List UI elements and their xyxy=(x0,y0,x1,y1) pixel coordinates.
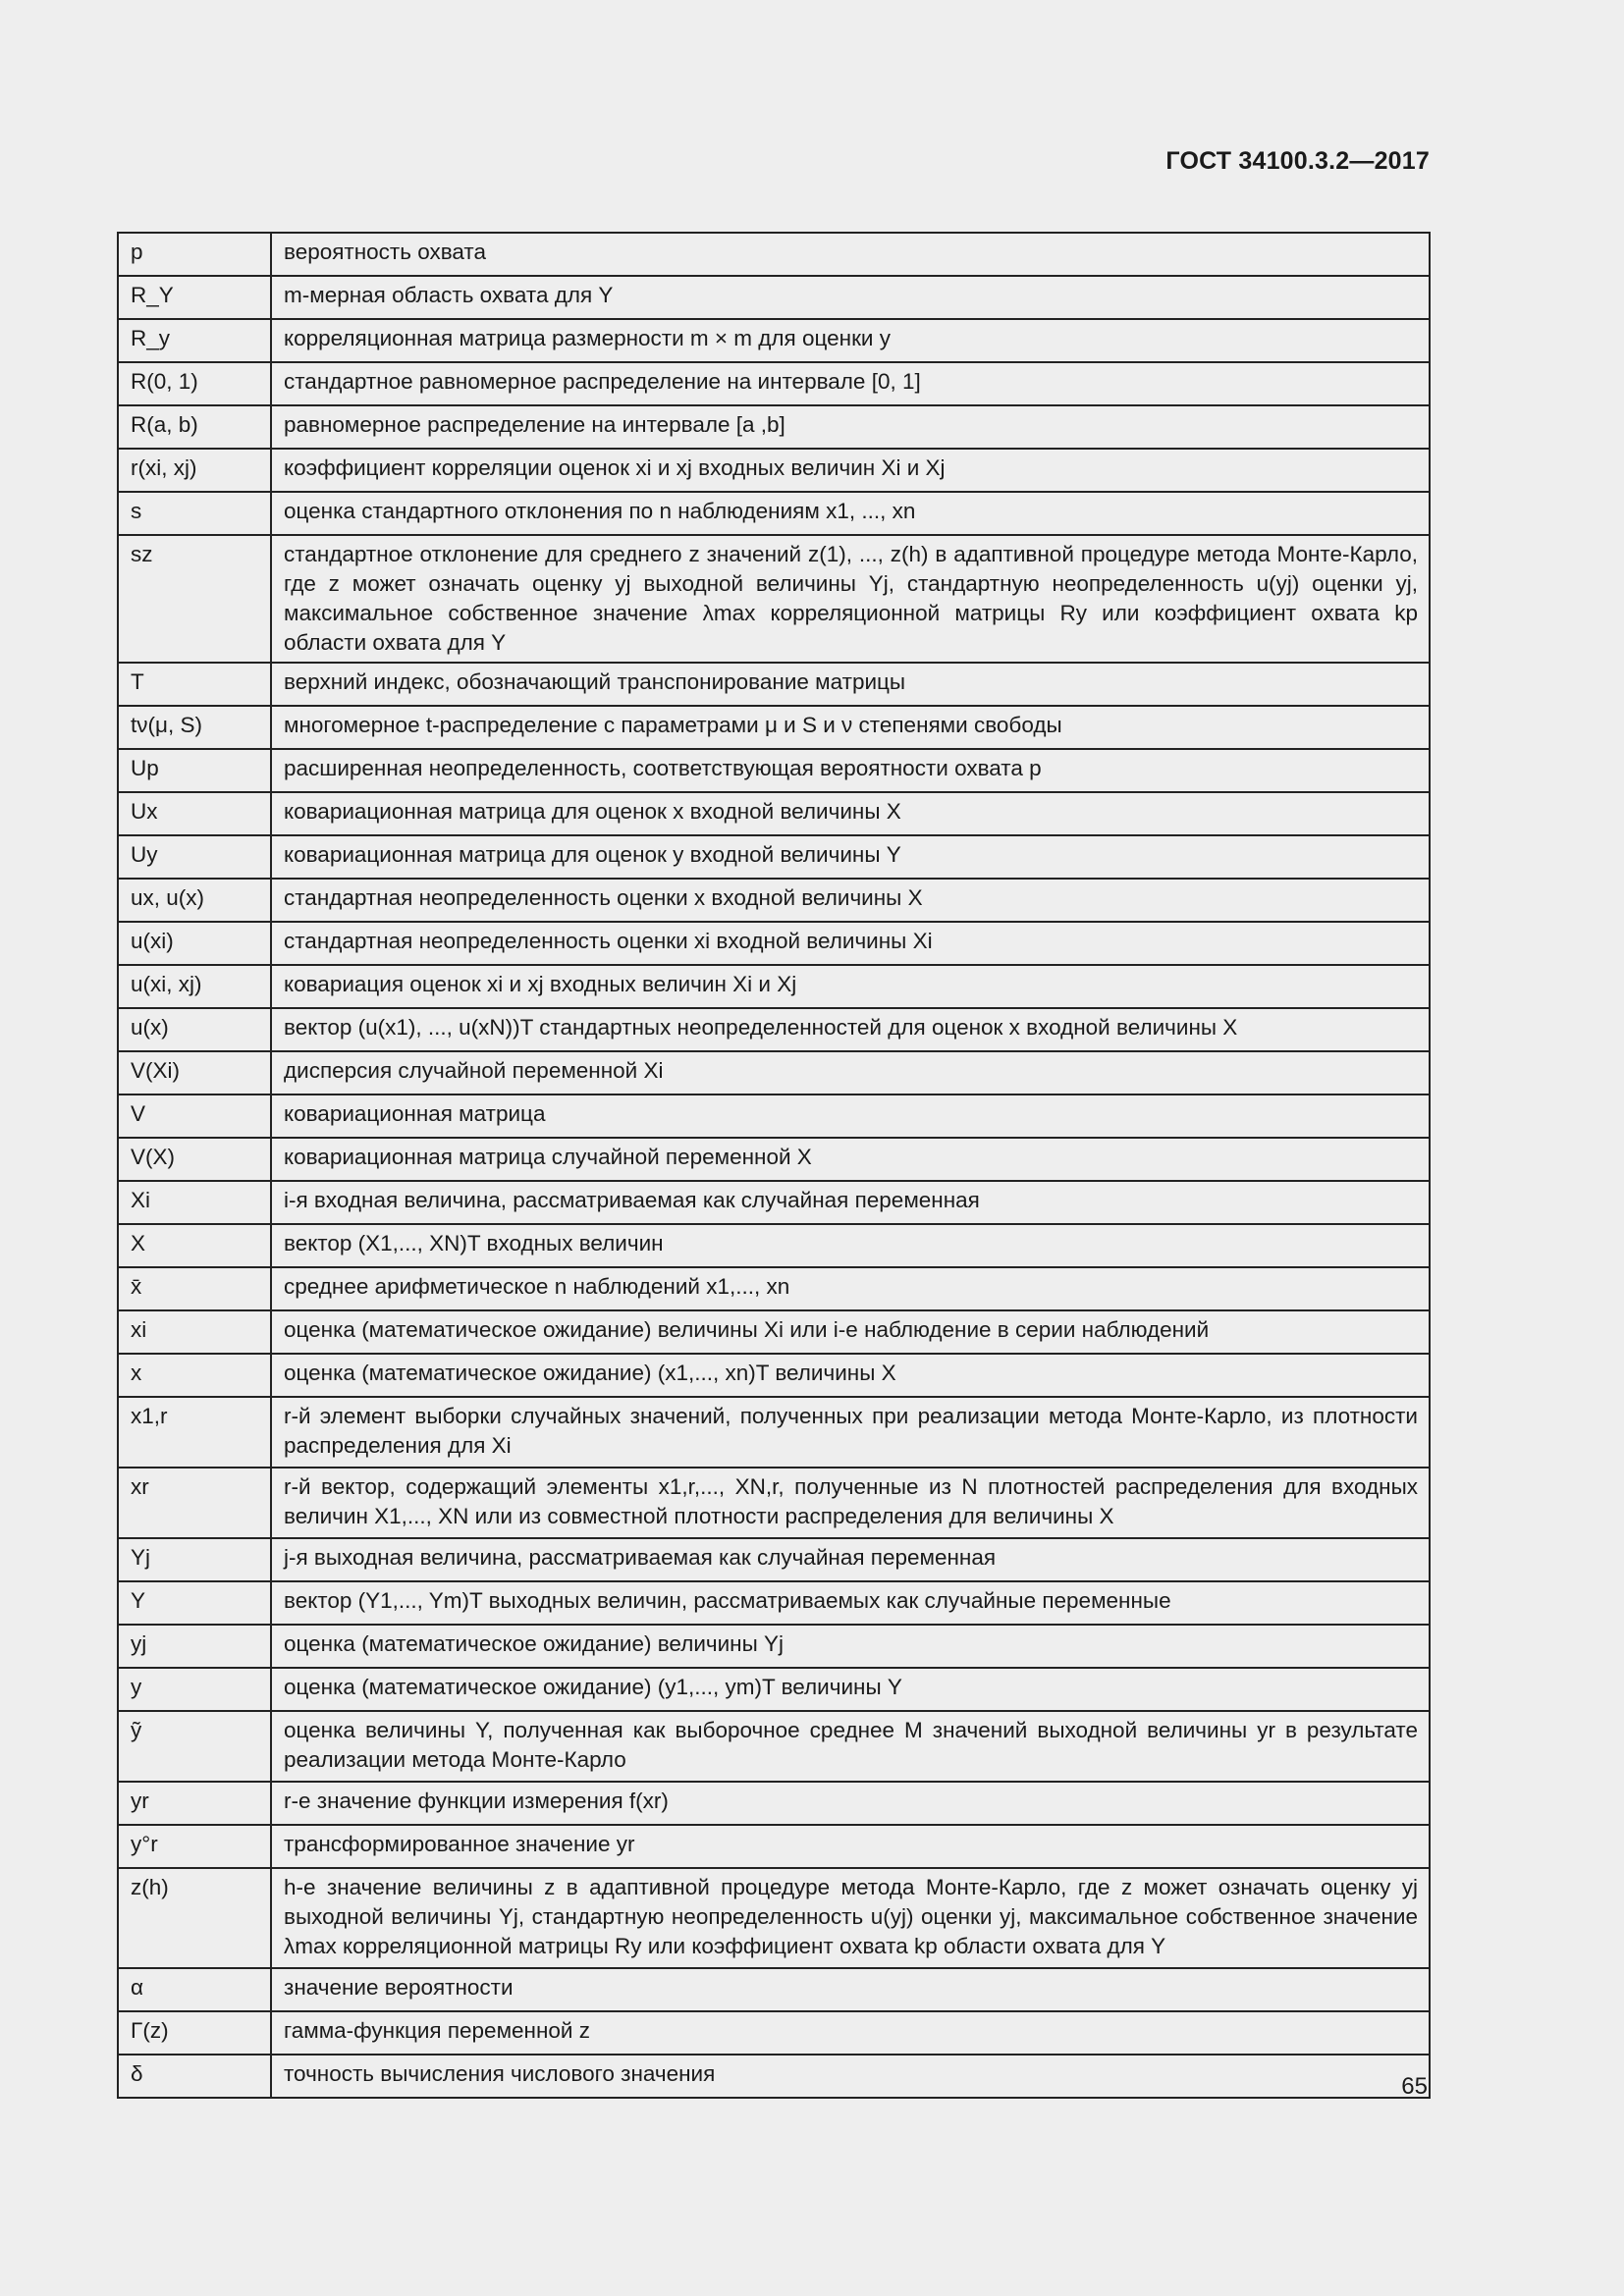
page-number: 65 xyxy=(1401,2073,1428,2100)
symbol-cell: s xyxy=(118,492,271,535)
symbol-cell: Γ(z) xyxy=(118,2011,271,2055)
table-row xyxy=(118,492,1430,535)
definition-cell: многомерное t-распределение с параметрами μ и S и ν степенями свободы xyxy=(271,706,1430,749)
symbol-cell: sz xyxy=(118,535,271,663)
symbol-cell: Uy xyxy=(118,835,271,879)
symbol-cell: V xyxy=(118,1095,271,1138)
table-row xyxy=(118,1008,1430,1051)
symbol-cell: Yj xyxy=(118,1538,271,1581)
symbol-cell: T xyxy=(118,663,271,706)
symbol-cell: yr xyxy=(118,1782,271,1825)
symbols-table xyxy=(117,232,1431,2099)
definition-cell: h-е значение величины z в адаптивной процедуре метода Монте-Карло, где z может означать оценку yj выходной величины Yj, стандартную неопределенность u(yj) оценки yj, максимальное собственное значение λmax корреляционной матрицы Ry или коэффициент охвата kp области охвата для Y xyxy=(271,1868,1430,1968)
definition-cell: i-я входная величина, рассматриваемая как случайная переменная xyxy=(271,1181,1430,1224)
symbol-cell: V(Xi) xyxy=(118,1051,271,1095)
table-row xyxy=(118,792,1430,835)
definition-cell: оценка (математическое ожидание) величины Xi или i-е наблюдение в серии наблюдений xyxy=(271,1310,1430,1354)
symbol-cell: δ xyxy=(118,2055,271,2098)
table-row xyxy=(118,1825,1430,1868)
definition-cell: гамма-функция переменной z xyxy=(271,2011,1430,2055)
symbol-cell: x1,r xyxy=(118,1397,271,1468)
definition-cell: вектор (Y1,..., Ym)T выходных величин, рассматриваемых как случайные переменные xyxy=(271,1581,1430,1625)
definition-cell: оценка стандартного отклонения по n наблюдениям x1, ..., xn xyxy=(271,492,1430,535)
symbol-cell: tν(μ, S) xyxy=(118,706,271,749)
definition-cell: оценка величины Y, полученная как выборочное среднее M значений выходной величины yr в результате реализации метода Монте-Карло xyxy=(271,1711,1430,1782)
symbol-cell: R(a, b) xyxy=(118,405,271,449)
symbol-cell: y°r xyxy=(118,1825,271,1868)
table-row xyxy=(118,749,1430,792)
table-row xyxy=(118,663,1430,706)
table-row xyxy=(118,1224,1430,1267)
definition-cell: ковариационная матрица для оценок y входной величины Y xyxy=(271,835,1430,879)
symbol-cell: yj xyxy=(118,1625,271,1668)
definition-cell: равномерное распределение на интервале [a ,b] xyxy=(271,405,1430,449)
table-row xyxy=(118,1782,1430,1825)
definition-cell: ковариация оценок xi и xj входных величин Xi и Xj xyxy=(271,965,1430,1008)
definition-cell: r-е значение функции измерения f(xr) xyxy=(271,1782,1430,1825)
table-row xyxy=(118,1354,1430,1397)
table-row xyxy=(118,879,1430,922)
table-row xyxy=(118,1668,1430,1711)
definition-cell: среднее арифметическое n наблюдений x1,..., xn xyxy=(271,1267,1430,1310)
symbol-cell: Ux xyxy=(118,792,271,835)
table-row xyxy=(118,1267,1430,1310)
definition-cell: стандартное равномерное распределение на интервале [0, 1] xyxy=(271,362,1430,405)
table-row xyxy=(118,1538,1430,1581)
table-row xyxy=(118,835,1430,879)
definition-cell: коэффициент корреляции оценок xi и xj входных величин Xi и Xj xyxy=(271,449,1430,492)
definition-cell: j-я выходная величина, рассматриваемая как случайная переменная xyxy=(271,1538,1430,1581)
table-row xyxy=(118,1138,1430,1181)
symbol-cell: Xi xyxy=(118,1181,271,1224)
table-row xyxy=(118,1968,1430,2011)
symbol-cell: R_Y xyxy=(118,276,271,319)
definition-cell: ковариационная матрица xyxy=(271,1095,1430,1138)
symbol-cell: ỹ xyxy=(118,1711,271,1782)
symbol-cell: u(xi) xyxy=(118,922,271,965)
table-row xyxy=(118,405,1430,449)
table-row xyxy=(118,1397,1430,1468)
table-row xyxy=(118,1051,1430,1095)
table-row xyxy=(118,1711,1430,1782)
symbol-cell: p xyxy=(118,233,271,276)
table-row xyxy=(118,1468,1430,1538)
definition-cell: оценка (математическое ожидание) величины Yj xyxy=(271,1625,1430,1668)
symbol-cell: xi xyxy=(118,1310,271,1354)
definition-cell: вероятность охвата xyxy=(271,233,1430,276)
table-row xyxy=(118,233,1430,276)
definition-cell: r-й вектор, содержащий элементы x1,r,..., XN,r, полученные из N плотностей распределения для входных величин X1,..., XN или из совместной плотности распределения для величины X xyxy=(271,1468,1430,1538)
definition-cell: корреляционная матрица размерности m × m для оценки y xyxy=(271,319,1430,362)
symbol-cell: ux, u(x) xyxy=(118,879,271,922)
table-row xyxy=(118,1095,1430,1138)
definition-cell: вектор (u(x1), ..., u(xN))T стандартных неопределенностей для оценок x входной величины X xyxy=(271,1008,1430,1051)
symbol-cell: R(0, 1) xyxy=(118,362,271,405)
symbol-cell: Up xyxy=(118,749,271,792)
table-row xyxy=(118,2055,1430,2098)
table-row xyxy=(118,922,1430,965)
symbol-cell: r(xi, xj) xyxy=(118,449,271,492)
definition-cell: трансформированное значение yr xyxy=(271,1825,1430,1868)
symbol-cell: α xyxy=(118,1968,271,2011)
table-row xyxy=(118,1625,1430,1668)
table-row xyxy=(118,1181,1430,1224)
symbol-cell: x xyxy=(118,1354,271,1397)
definition-cell: расширенная неопределенность, соответствующая вероятности охвата p xyxy=(271,749,1430,792)
symbol-cell: z(h) xyxy=(118,1868,271,1968)
standard-header: ГОСТ 34100.3.2—2017 xyxy=(1165,147,1430,175)
definition-cell: вектор (X1,..., XN)T входных величин xyxy=(271,1224,1430,1267)
table-row xyxy=(118,1868,1430,1968)
definition-cell: ковариационная матрица для оценок x входной величины X xyxy=(271,792,1430,835)
table-row xyxy=(118,362,1430,405)
definition-cell: верхний индекс, обозначающий транспонирование матрицы xyxy=(271,663,1430,706)
symbol-cell: u(x) xyxy=(118,1008,271,1051)
table-row xyxy=(118,1581,1430,1625)
symbol-cell: xr xyxy=(118,1468,271,1538)
table-row xyxy=(118,706,1430,749)
definition-cell: значение вероятности xyxy=(271,1968,1430,2011)
definition-cell: стандартная неопределенность оценки xi входной величины Xi xyxy=(271,922,1430,965)
definition-cell: r-й элемент выборки случайных значений, полученных при реализации метода Монте-Карло, из плотности распределения для Xi xyxy=(271,1397,1430,1468)
symbol-cell: y xyxy=(118,1668,271,1711)
symbol-cell: u(xi, xj) xyxy=(118,965,271,1008)
definition-cell: оценка (математическое ожидание) (x1,..., xn)T величины X xyxy=(271,1354,1430,1397)
definition-cell: ковариационная матрица случайной переменной X xyxy=(271,1138,1430,1181)
definition-cell: m-мерная область охвата для Y xyxy=(271,276,1430,319)
table-row xyxy=(118,535,1430,663)
definition-cell: стандартное отклонение для среднего z значений z(1), ..., z(h) в адаптивной процедуре метода Монте-Карло, где z может означать оценку yj выходной величины Yj, стандартную неопределенность u(yj) оценки yj, максимальное собственное значение λmax корреляционной матрицы Ry или коэффициент охвата kp области охвата для Y xyxy=(271,535,1430,663)
definition-cell: стандартная неопределенность оценки x входной величины X xyxy=(271,879,1430,922)
table-row xyxy=(118,319,1430,362)
table-row xyxy=(118,2011,1430,2055)
symbol-cell: R_y xyxy=(118,319,271,362)
table-row xyxy=(118,1310,1430,1354)
table-row xyxy=(118,449,1430,492)
definition-cell: точность вычисления числового значения xyxy=(271,2055,1430,2098)
table-row xyxy=(118,276,1430,319)
symbol-cell: V(X) xyxy=(118,1138,271,1181)
symbol-cell: Y xyxy=(118,1581,271,1625)
symbol-cell: X xyxy=(118,1224,271,1267)
table-row xyxy=(118,965,1430,1008)
definition-cell: оценка (математическое ожидание) (y1,..., ym)T величины Y xyxy=(271,1668,1430,1711)
symbol-cell: x̄ xyxy=(118,1267,271,1310)
definition-cell: дисперсия случайной переменной Xi xyxy=(271,1051,1430,1095)
